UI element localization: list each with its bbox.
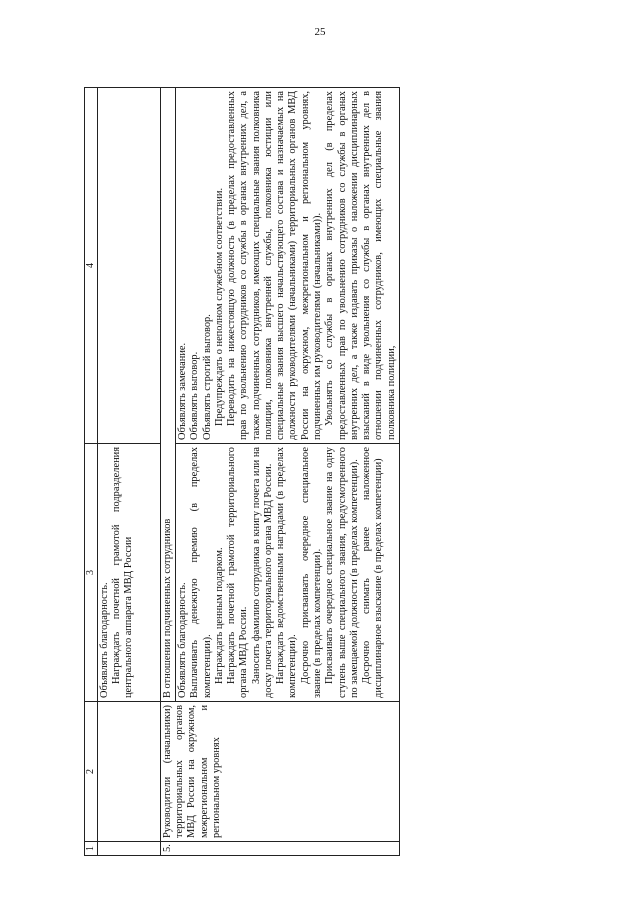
incentive-item: Объявлять благодарность. — [177, 582, 189, 698]
incentive-item: Награждать ценным подарком. — [213, 547, 225, 684]
official-cell — [160, 702, 399, 842]
incentive-item: Досрочно снимать ранее наложенное дисциплинарное взыскание (в пределах компетенции) — [361, 447, 385, 698]
row-5-subheader — [160, 88, 175, 856]
penalty-item: Объявлять замечание. — [177, 342, 189, 440]
penalty-item: Переводить на нижестоящую должность (в пределах предоставленных прав по увольнению сотрудников со службы в органах внутренних дел, а также подчиненных сотрудников, имеющих специальные звания полковника полиции, полковника внутренней службы, полковника юстиции или специальные звания высшего начальствующего состава и назначаемых на должности руководителями (начальниками) территориальных органов МВД России на окружном, межрегиональном и региональном уровнях, подчиненных им руководителями (начальниками)). — [226, 91, 323, 440]
incentive-item: Награждать ведомственными наградами (в пределах компетенции). — [275, 447, 299, 698]
penalties-cell — [176, 88, 400, 444]
powers-table — [84, 87, 400, 856]
continuation-row — [97, 88, 160, 856]
page-number: 25 — [314, 26, 326, 38]
penalty-item: Увольнять со службы в органах внутренних дел (в пределах предоставленных прав по увольнению сотрудников со службы в органах внутренних дел, а также издавать приказы о наложении дисциплинарных взысканий в виде увольнения со службы в органах внутренних дел в отношении подчиненных сотрудников, имеющих специальные звания полковника полиции, — [324, 91, 397, 440]
incentive-item: Объявлять благодарность. — [98, 582, 110, 698]
column-number-4: 4 — [85, 88, 98, 444]
incentive-item: Заносить фамилию сотрудника в книгу почета или на доску почета территориального органа МВД России. — [250, 447, 274, 698]
incentive-item: Досрочно присваивать очередное специальное звание (в пределах компетенции). — [299, 447, 323, 698]
row-number: 5. — [160, 842, 399, 856]
incentive-item: Награждать почетной грамотой подразделения центрального аппарата МВД России — [111, 447, 135, 698]
rotated-table-wrapper — [84, 88, 604, 856]
column-number-1: 1 — [85, 842, 98, 856]
penalty-item: Объявлять строгий выговор. — [201, 314, 213, 440]
continuation-incentives-cell — [97, 444, 160, 702]
incentive-item: Присваивать очередное специальное звание на одну ступень выше специального звания, предусмотренного по замещаемой должности (в пределах компетенции). — [324, 447, 360, 698]
incentive-item: Награждать почетной грамотой территориального органа МВД России. — [226, 447, 250, 698]
incentive-item: Выплачивать денежную премию (в пределах компетенции). — [189, 447, 213, 698]
column-number-row — [85, 88, 98, 856]
penalty-item: Объявлять выговор. — [189, 351, 201, 440]
column-number-2: 2 — [85, 702, 98, 842]
column-number-3: 3 — [85, 444, 98, 702]
incentives-cell — [176, 444, 400, 702]
official-title: Руководители (начальники) территориальных органов МВД России на окружном, межрегиональном и региональном уровнях — [161, 705, 222, 838]
subheader-cell: В отношении подчиненных сотрудников — [160, 88, 175, 702]
penalty-item: Предупреждать о неполном служебном соответствии. — [213, 187, 225, 426]
